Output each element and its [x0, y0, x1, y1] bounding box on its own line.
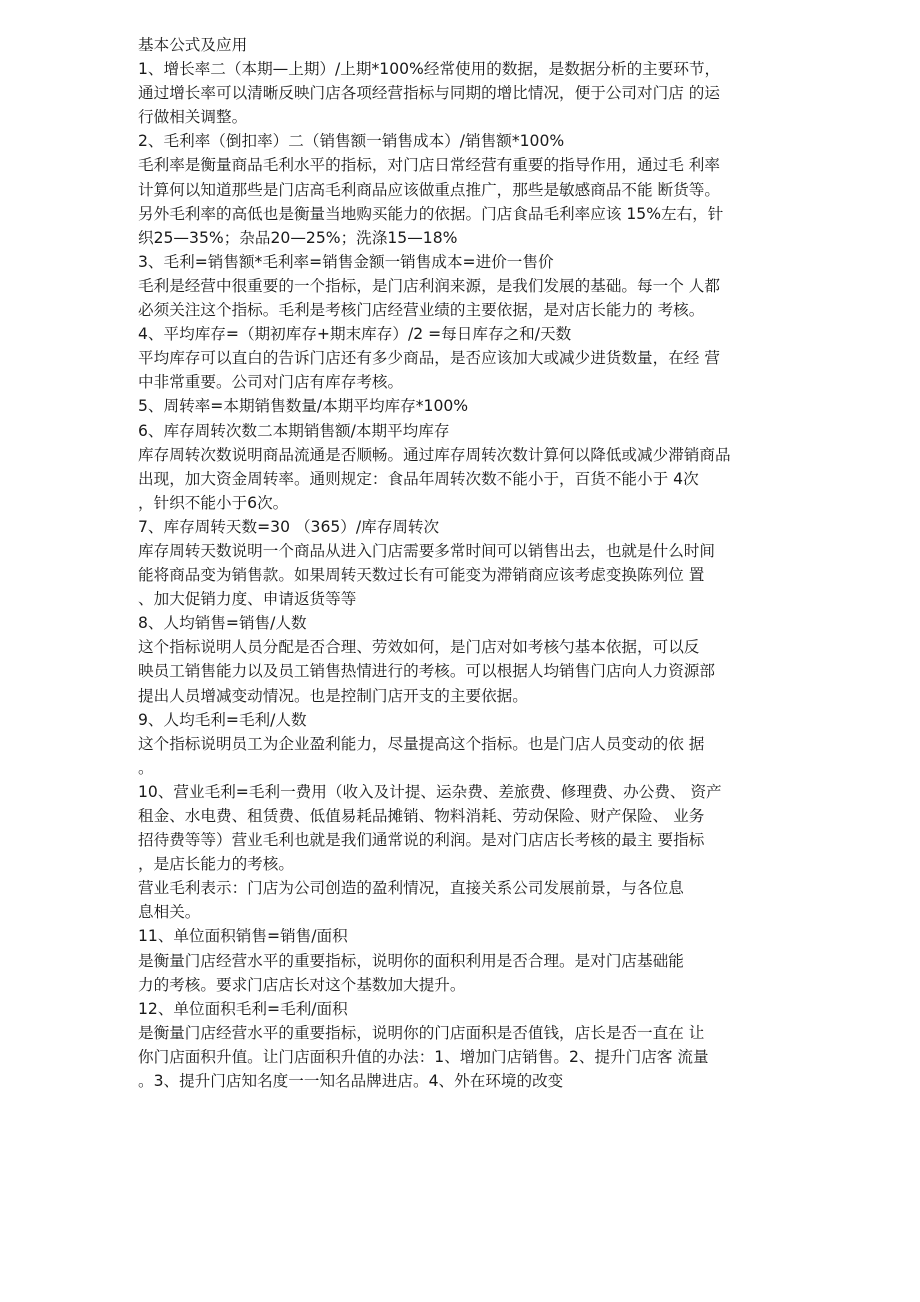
text-line: 租金、水电费、租赁费、低值易耗品摊销、物料消耗、劳动保险、财产保险、 业务	[138, 807, 705, 825]
text-line: 能将商品变为销售款。如果周转天数过长有可能变为滞销商应该考虑变换陈列位 置	[138, 566, 705, 585]
text-line: 息相关。	[138, 903, 201, 922]
text-line: 毛利率是衡量商品毛利水平的指标，对门店日常经营有重要的指导作用，通过毛 利率	[138, 156, 720, 175]
text-line: 必须关注这个指标。毛利是考核门店经营业绩的主要依据，是对店长能力的 考核。	[138, 301, 705, 320]
text-line: 中非常重要。公司对门店有库存考核。	[138, 373, 404, 392]
text-line: 。3、提升门店知名度一一知名品牌进店。4、外在环境的改变	[138, 1072, 564, 1091]
text-line: 提出人员增减变动情况。也是控制门店开支的主要依据。	[138, 686, 528, 705]
text-line: 4、平均库存=（期初库存+期末库存）/2 =每日库存之和/天数	[138, 325, 572, 344]
text-line: 11、单位面积销售=销售/面积	[138, 927, 348, 946]
text-line: 5、周转率=本期销售数量/本期平均库存*100%	[138, 397, 469, 416]
text-line: 9、人均毛利=毛利/人数	[138, 710, 307, 729]
text-line: ，是店长能力的考核。	[138, 855, 294, 874]
text-line: 计算何以知道那些是门店高毛利商品应该做重点推广，那些是敏感商品不能 断货等。	[138, 180, 720, 199]
text-line: 力的考核。要求门店店长对这个基数加大提升。	[138, 975, 466, 994]
text-line: 织25—35%；杂品20—25%；洗涤15—18%	[138, 228, 458, 247]
text-line: 这个指标说明员工为企业盈利能力，尽量提高这个指标。也是门店人员变动的依 据	[138, 734, 705, 753]
text-line: 通过增长率可以清晰反映门店各项经营指标与同期的增比情况，便于公司对门店 的运	[138, 84, 720, 103]
text-line: 营业毛利表示：门店为公司创造的盈利情况，直接关系公司发展前景，与各位息	[138, 879, 684, 898]
text-line: 映员工销售能力以及员工销售热情进行的考核。可以根据人均销售门店向人力资源部	[138, 662, 715, 681]
text-line: 这个指标说明人员分配是否合理、劳效如何，是门店对如考核勺基本依据，可以反	[138, 638, 700, 657]
text-line: 10、营业毛利=毛利一费用（收入及计提、运杂费、差旅费、修理费、办公费、 资产	[138, 782, 722, 801]
text-line: 库存周转次数说明商品流通是否顺畅。通过库存周转次数计算何以降低或减少滞销商品	[138, 445, 731, 464]
text-line: 2、毛利率（倒扣率）二（销售额一销售成本）/销售额*100%	[138, 132, 565, 151]
text-line: 行做相关调整。	[138, 108, 248, 127]
document-title: 基本公式及应用	[138, 36, 248, 54]
text-line: 12、单位面积毛利=毛利/面积	[138, 999, 348, 1018]
text-line: 库存周转天数说明一个商品从进入门店需要多常时间可以销售出去，也就是什么时间	[138, 541, 715, 560]
text-line: 1、增长率二（本期—上期）/上期*100%经常使用的数据，是数据分析的主要环节，	[138, 60, 721, 79]
text-line: 6、库存周转次数二本期销售额/本期平均库存	[138, 421, 450, 440]
text-line: 8、人均销售=销售/人数	[138, 614, 307, 633]
text-line: 是衡量门店经营水平的重要指标，说明你的面积利用是否合理。是对门店基础能	[138, 951, 684, 970]
text-line: 、加大促销力度、申请返货等等	[138, 590, 357, 609]
text-line: 毛利是经营中很重要的一个指标，是门店利润来源，是我们发展的基础。每一个 人都	[138, 276, 720, 295]
text-line: 出现，加大资金周转率。通则规定：食品年周转次数不能小于，百货不能小于 4次	[138, 469, 699, 488]
text-line: 招待费等等）营业毛利也就是我们通常说的利润。是对门店店长考核的最主 要指标	[138, 831, 705, 850]
text-line: ，针织不能小于6次。	[138, 493, 289, 512]
text-line: 7、库存周转天数=30 （365）/库存周转次	[138, 517, 440, 536]
text-line: 3、毛利=销售额*毛利率=销售金额一销售成本=进价一售价	[138, 252, 554, 271]
document-body	[138, 33, 838, 1093]
text-line: 你门店面积升值。让门店面积升值的办法：1、增加门店销售。2、提升门店客 流量	[138, 1047, 709, 1066]
text-line: 是衡量门店经营水平的重要指标，说明你的门店面积是否值钱，店长是否一直在 让	[138, 1023, 705, 1042]
text-line: 平均库存可以直白的告诉门店还有多少商品，是否应该加大或减少进货数量，在经 营	[138, 349, 720, 368]
text-line: 另外毛利率的高低也是衡量当地购买能力的依据。门店食品毛利率应该 15%左右，针	[138, 204, 724, 223]
text-line: 。	[138, 758, 154, 777]
